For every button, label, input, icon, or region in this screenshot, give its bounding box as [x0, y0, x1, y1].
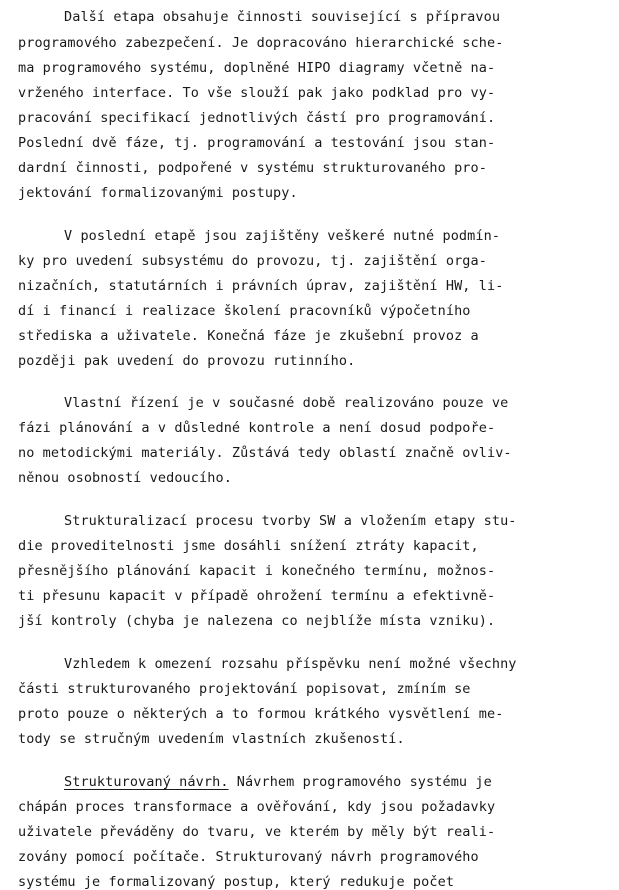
text-line: proto pouze o některých a to formou krátkého vysvětlení me-: [18, 706, 504, 722]
text-line: nizačních, statutárních i právních úprav, zajištění HW, li-: [18, 278, 504, 294]
text-line: uživatele převáděny do tvaru, ve kterém by měly být reali-: [18, 824, 496, 840]
text-line: části strukturovaného projektování popisovat, zmíním se: [18, 681, 471, 697]
text-line: Vlastní řízení je v současné době realizováno pouze ve: [64, 395, 509, 411]
text-line: Strukturalizací procesu tvorby SW a vložením etapy stu-: [64, 513, 517, 529]
text-line: jektování formalizovanými postupy.: [18, 185, 298, 201]
text-line: programového zabezpečení. Je dopracováno hierarchické sche-: [18, 35, 504, 51]
text-line: později pak uvedení do provozu rutinního.: [18, 353, 356, 369]
text-line: chápán proces transformace a ověřování, kdy jsou požadavky: [18, 799, 496, 815]
text-line: pracování specifikací jednotlivých částí pro programování.: [18, 110, 496, 126]
text-line: něnou osobností vedoucího.: [18, 470, 232, 486]
text-line: Vzhledem k omezení rozsahu příspěvku není možné všechny: [64, 656, 517, 672]
section-heading: Strukturovaný návrh.: [64, 774, 229, 790]
text-line: fázi plánování a v důsledné kontrole a není dosud podpoře-: [18, 420, 496, 436]
text-line: V poslední etapě jsou zajištěny veškeré nutné podmín-: [64, 228, 501, 244]
text-line: dardní činnosti, podpořené v systému strukturovaného pro-: [18, 160, 487, 176]
text-line: střediska a uživatele. Konečná fáze je zkušební provoz a: [18, 328, 479, 344]
text-line: ti přesunu kapacit v případě ohrožení termínu a efektivně-: [18, 588, 496, 604]
text-fragment: Návrhem programového systému je: [228, 774, 492, 790]
text-line: Další etapa obsahuje činnosti související s přípravou: [64, 9, 501, 25]
text-line: die proveditelnosti jsme dosáhli snížení ztráty kapacit,: [18, 538, 479, 554]
text-line: no metodickými materiály. Zůstává tedy oblastí značně ovliv-: [18, 445, 512, 461]
text-line: tody se stručným uvedením vlastních zkušeností.: [18, 731, 405, 747]
text-line: přesnějšího plánování kapacit i konečného termínu, možnos-: [18, 563, 496, 579]
text-line: vrženého interface. To vše slouží pak jako podklad pro vy-: [18, 85, 496, 101]
text-line: dí i financí i realizace školení pracovníků výpočetního: [18, 303, 471, 319]
text-line: zovány pomocí počítače. Strukturovaný návrh programového: [18, 849, 479, 865]
text-line: ma programového systému, doplněné HIPO diagramy včetně na-: [18, 60, 496, 76]
text-line: jší kontroly (chyba je nalezena co nejblíže místa vzniku).: [18, 613, 496, 629]
text-line: systému je formalizovaný postup, který redukuje počet: [18, 874, 455, 890]
text-line: ky pro uvedení subsystému do provozu, tj. zajištění orga-: [18, 253, 487, 269]
text-line: [64, 774, 492, 790]
text-line: Poslední dvě fáze, tj. programování a testování jsou stan-: [18, 135, 496, 151]
